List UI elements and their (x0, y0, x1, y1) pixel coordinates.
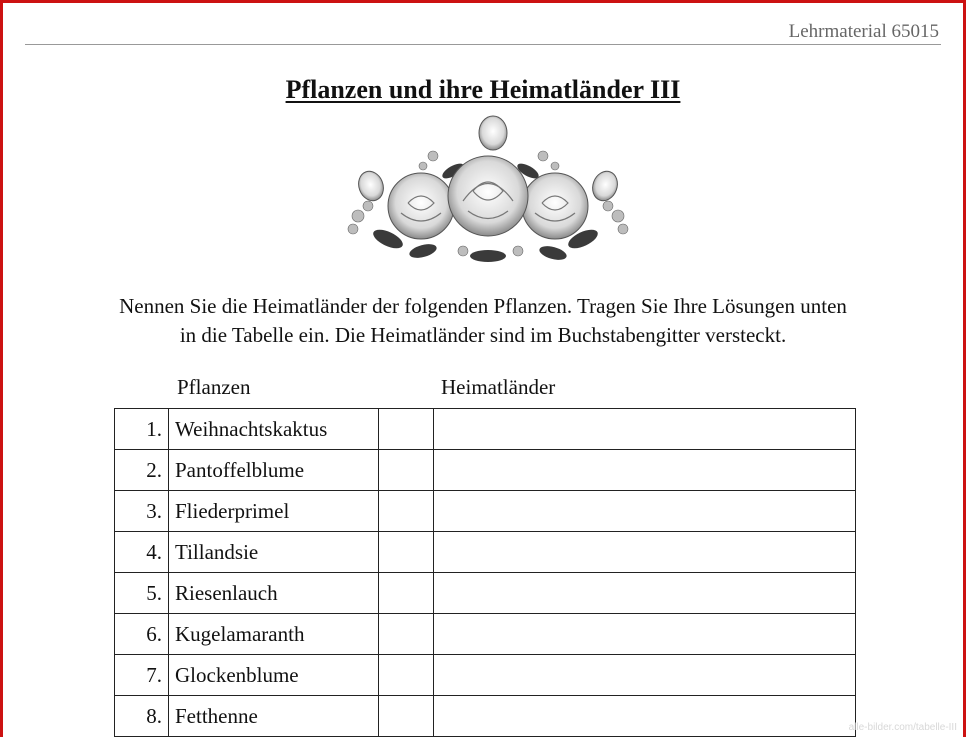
row-number: 7. (115, 655, 169, 696)
row-number: 3. (115, 491, 169, 532)
header-divider (25, 44, 941, 45)
answer-cell[interactable] (434, 409, 856, 450)
row-number: 6. (115, 614, 169, 655)
row-number: 2. (115, 450, 169, 491)
plant-name: Glockenblume (169, 655, 379, 696)
table-row (115, 696, 856, 737)
column-header-countries: Heimatländer (441, 375, 556, 399)
table-row (115, 532, 856, 573)
answer-cell[interactable] (434, 532, 856, 573)
plant-name: Fliederprimel (169, 491, 379, 532)
answer-cell[interactable] (434, 655, 856, 696)
plant-name: Weihnachtskaktus (169, 409, 379, 450)
watermark: alle-bilder.com/tabelle-III (848, 722, 957, 733)
answer-cell[interactable] (434, 696, 856, 737)
column-header-plants: Pflanzen (177, 375, 251, 399)
letter-cell[interactable] (379, 614, 434, 655)
answer-cell[interactable] (434, 450, 856, 491)
plant-name: Kugelamaranth (169, 614, 379, 655)
table-row (115, 573, 856, 614)
row-number: 8. (115, 696, 169, 737)
instructions-line-1: Nennen Sie die Heimatländer der folgenden Pflanzen. Tragen Sie Ihre Lösungen unten (119, 294, 847, 318)
plant-name: Tillandsie (169, 532, 379, 573)
table-row (115, 614, 856, 655)
table-row (115, 491, 856, 532)
material-reference: Lehrmaterial 65015 (788, 21, 939, 42)
answer-cell[interactable] (434, 614, 856, 655)
row-number: 5. (115, 573, 169, 614)
row-number: 1. (115, 409, 169, 450)
instructions-line-2: in die Tabelle ein. Die Heimatländer sind im Buchstabengitter versteckt. (179, 323, 787, 347)
answer-cell[interactable] (434, 573, 856, 614)
plant-name: Pantoffelblume (169, 450, 379, 491)
answer-table (114, 408, 856, 737)
row-number: 4. (115, 532, 169, 573)
letter-cell[interactable] (379, 655, 434, 696)
table-row (115, 409, 856, 450)
answer-cell[interactable] (434, 491, 856, 532)
letter-cell[interactable] (379, 409, 434, 450)
letter-cell[interactable] (379, 450, 434, 491)
letter-cell[interactable] (379, 696, 434, 737)
letter-cell[interactable] (379, 573, 434, 614)
plant-name: Riesenlauch (169, 573, 379, 614)
page-title: Pflanzen und ihre Heimatländer III (285, 75, 681, 104)
rose-bouquet-icon (333, 111, 643, 266)
table-row (115, 450, 856, 491)
table-row (115, 655, 856, 696)
plant-name: Fetthenne (169, 696, 379, 737)
letter-cell[interactable] (379, 532, 434, 573)
letter-cell[interactable] (379, 491, 434, 532)
task-instructions (3, 292, 963, 350)
